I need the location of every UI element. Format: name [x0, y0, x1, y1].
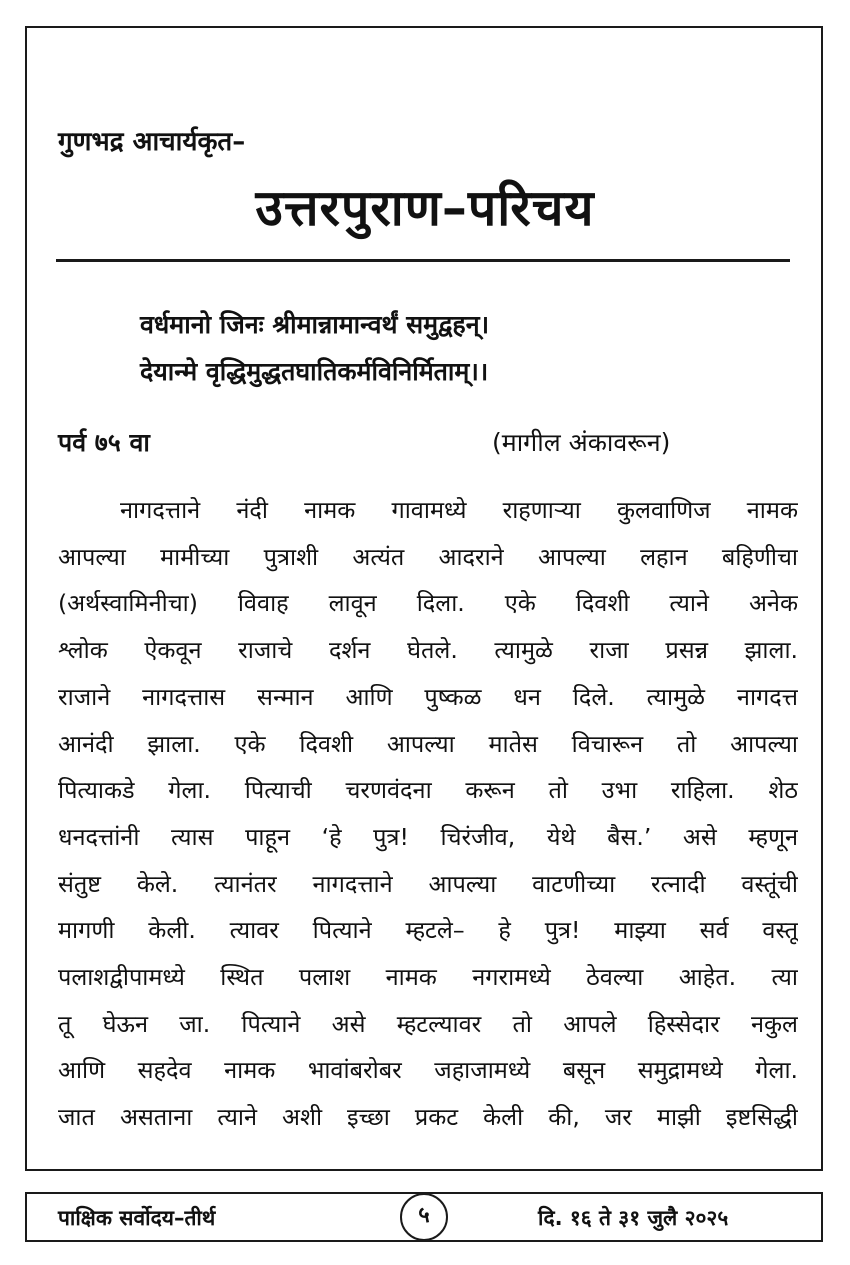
- paragraph-line: पलाशद्वीपामध्ये स्थित पलाश नामक नगरामध्ये ठेवल्या आहेत. त्या: [58, 963, 798, 992]
- parva-heading: पर्व ७५ वा: [58, 428, 150, 457]
- body-paragraph: [58, 487, 798, 1141]
- paragraph-line: (अर्थस्वामिनीचा) विवाह लावून दिला. एके दिवशी त्याने अनेक: [58, 589, 798, 618]
- title-divider: [56, 259, 790, 262]
- paragraph-line: आणि सहदेव नामक भावांबरोबर जहाजामध्ये बसून समुद्रामध्ये गेला.: [58, 1056, 798, 1085]
- paragraph-line: आपल्या मामीच्या पुत्राशी अत्यंत आदराने आपल्या लहान बहिणीचा: [58, 542, 798, 571]
- continued-note: (मागील अंकावरून): [492, 428, 671, 457]
- paragraph-line: संतुष्ट केले. त्यानंतर नागदत्ताने आपल्या वाटणीच्या रत्नादी वस्तूंची: [58, 869, 798, 898]
- paragraph-line: धनदत्तांनी त्यास पाहून ‘हे पुत्र! चिरंजीव, येथे बैस.’ असे म्हणून: [58, 822, 798, 851]
- paragraph-line: पित्याकडे गेला. पित्याची चरणवंदना करून तो उभा राहिला. शेठ: [58, 776, 798, 805]
- paragraph-line: जात असताना त्याने अशी इच्छा प्रकट केली की, जर माझी इष्टसिद्धी: [58, 1103, 798, 1132]
- paragraph-line: नागदत्ताने नंदी नामक गावामध्ये राहणाऱ्या कुलवाणिज नामक: [120, 496, 798, 524]
- page-title: उत्तरपुराण–परिचय: [255, 179, 595, 237]
- paragraph-line: राजाने नागदत्तास सन्मान आणि पुष्कळ धन दिले. त्यामुळे नागदत्त: [58, 682, 798, 711]
- issue-date: दि. १६ ते ३१ जुलै २०२५: [538, 1206, 729, 1230]
- verse-line-2: देयान्मे वृद्धिमुद्धतघातिकर्मविनिर्मिताम्।।: [140, 357, 489, 386]
- paragraph-line: तू घेऊन जा. पित्याने असे म्हटल्यावर तो आपले हिस्सेदार नकुल: [58, 1009, 798, 1038]
- verse-line-1: वर्धमानो जिनः श्रीमान्नामान्वर्थं समुद्वहन्।: [140, 310, 490, 339]
- author-line: गुणभद्र आचार्यकृत–: [58, 127, 246, 157]
- paragraph-line: श्लोक ऐकवून राजाचे दर्शन घेतले. त्यामुळे राजा प्रसन्न झाला.: [58, 636, 798, 665]
- paragraph-line: आनंदी झाला. एके दिवशी आपल्या मातेस विचारून तो आपल्या: [58, 729, 798, 758]
- page-number: ५: [400, 1193, 448, 1241]
- magazine-name: पाक्षिक सर्वोदय–तीर्थ: [58, 1206, 216, 1230]
- paragraph-line: मागणी केली. त्यावर पित्याने म्हटले– हे पुत्र! माझ्या सर्व वस्तू: [58, 916, 798, 945]
